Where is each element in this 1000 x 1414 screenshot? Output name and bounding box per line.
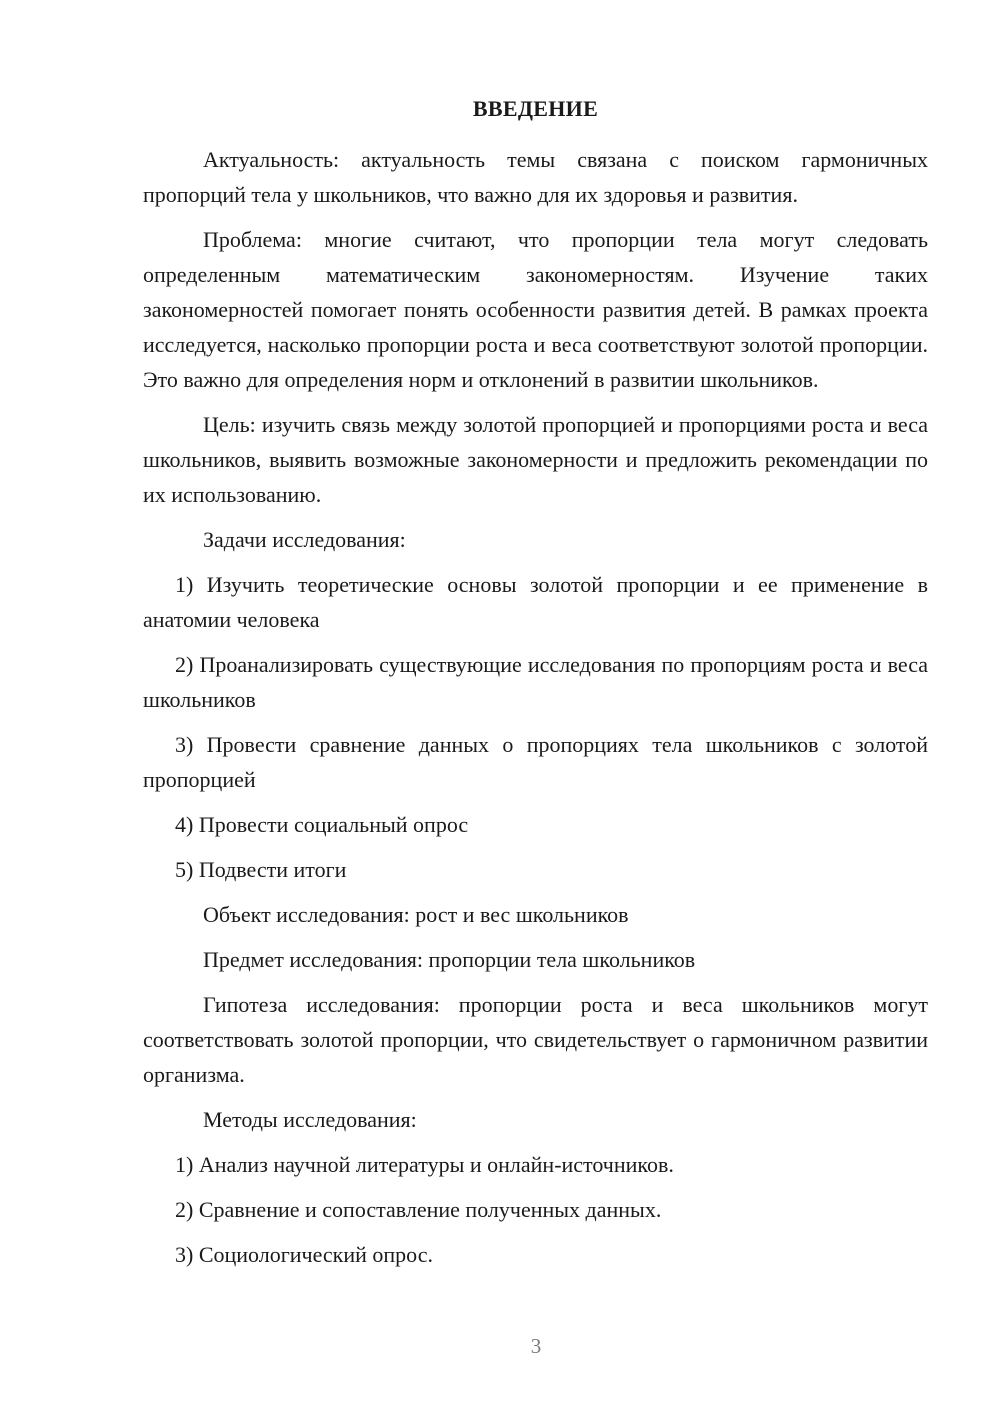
method-item: 3) Социологический опрос. xyxy=(175,1242,433,1267)
methods-title: Методы исследования: xyxy=(203,1107,417,1132)
tasks-title: Задачи исследования: xyxy=(203,527,406,552)
hypothesis-paragraph: Гипотеза исследования: пропорции роста и веса школьников могут соответствовать золотой пропорции, что свидетельствует о гармоничном развитии организма. xyxy=(143,992,928,1087)
page-number: 3 xyxy=(530,1334,542,1358)
problem-paragraph: Проблема: многие считают, что пропорции тела могут следовать определенным математическим закономерностям. Изучение таких закономерностей помогает понять особенности развития детей. В рамках проекта исследуется, насколько пропорции роста и веса соответствуют золотой пропорции. Это важно для определения норм и отклонений в развитии школьников. xyxy=(143,227,928,392)
actuality-paragraph: Актуальность: актуальность темы связана с поиском гармоничных пропорций тела у школьников, что важно для их здоровья и развития. xyxy=(143,147,928,207)
section-heading: ВВЕДЕНИЕ xyxy=(472,96,599,121)
method-item: 1) Анализ научной литературы и онлайн-источников. xyxy=(175,1152,674,1177)
method-item: 2) Сравнение и сопоставление полученных данных. xyxy=(175,1197,662,1222)
task-item: 4) Провести социальный опрос xyxy=(175,812,469,837)
document-body xyxy=(143,142,928,1272)
object-paragraph: Объект исследования: рост и вес школьников xyxy=(203,902,629,927)
goal-paragraph: Цель: изучить связь между золотой пропорцией и пропорциями роста и веса школьников, выявить возможные закономерности и предложить рекомендации по их использованию. xyxy=(143,412,928,507)
task-item: 2) Проанализировать существующие исследования по пропорциям роста и веса школьников xyxy=(143,652,928,712)
task-item: 1) Изучить теоретические основы золотой пропорции и ее применение в анатомии человека xyxy=(143,572,928,632)
task-item: 3) Провести сравнение данных о пропорциях тела школьников с золотой пропорцией xyxy=(143,732,928,792)
task-item: 5) Подвести итоги xyxy=(175,857,347,882)
subject-paragraph: Предмет исследования: пропорции тела школьников xyxy=(203,947,696,972)
